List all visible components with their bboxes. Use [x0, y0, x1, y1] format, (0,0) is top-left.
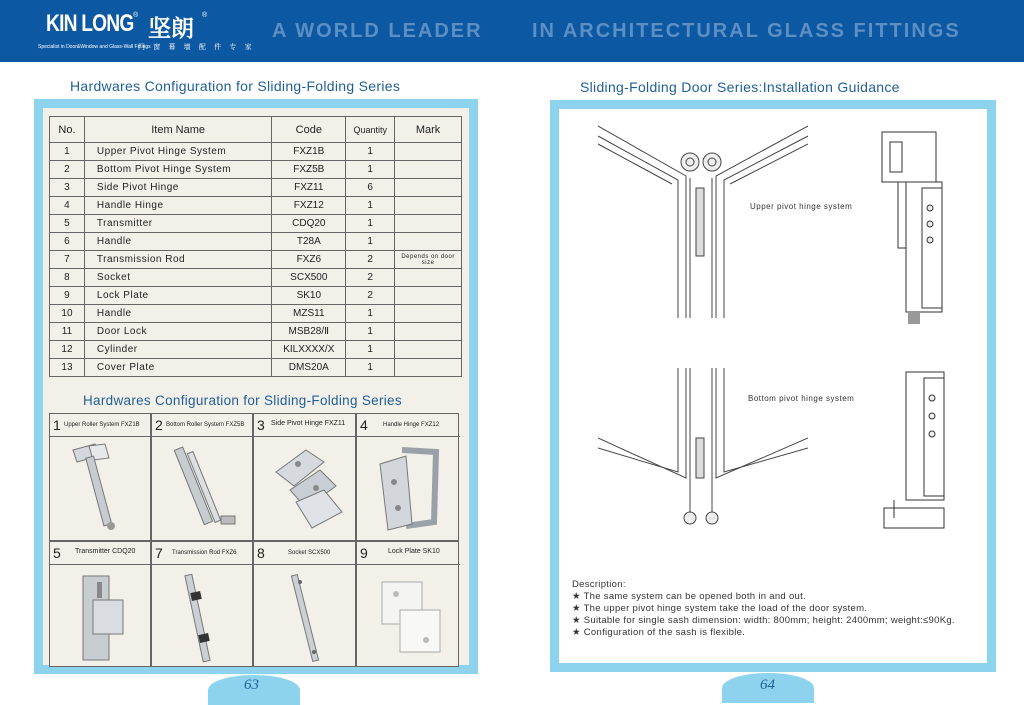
cell-code: MZS11: [272, 305, 346, 323]
table-row: [50, 215, 462, 233]
grid-cell: [151, 541, 253, 667]
cell-quantity: 1: [346, 323, 395, 341]
upper-roller-icon: [65, 442, 135, 537]
table-row: [50, 287, 462, 305]
cell-quantity: 6: [346, 179, 395, 197]
page-number-left: 63: [244, 677, 259, 693]
config-table: [49, 116, 462, 377]
grid-num: 3: [257, 417, 265, 433]
table-row: [50, 143, 462, 161]
cell-code: FXZ12: [272, 197, 346, 215]
grid-label: Transmitter CDQ20: [75, 548, 136, 555]
cell-quantity: 1: [346, 305, 395, 323]
bottom-pivot-section-diagram: [880, 368, 950, 538]
description-line: ★ Configuration of the sash is flexible.: [572, 627, 746, 638]
grid-label: Side Pivot Hinge FXZ11: [271, 420, 346, 427]
cell-code: FXZ6: [272, 251, 346, 269]
grid-num: 7: [155, 545, 163, 561]
grid-cell: [356, 413, 459, 541]
cell-item-name: Cylinder: [84, 341, 271, 359]
cell-item-name: Upper Pivot Hinge System: [84, 143, 271, 161]
grid-num: 2: [155, 417, 163, 433]
cell-code: MSB28/Ⅱ: [272, 323, 346, 341]
tagline-cn: 门 窗 幕 墙 配 件 专 家: [138, 43, 255, 51]
cell-mark: [395, 197, 462, 215]
transmission-rod-icon: [180, 572, 225, 664]
cell-quantity: 2: [346, 269, 395, 287]
cell-quantity: 1: [346, 233, 395, 251]
cell-item-name: Handle Hinge: [84, 197, 271, 215]
grid-num: 1: [53, 417, 61, 433]
grid-num: 9: [360, 545, 368, 561]
cell-item-name: Socket: [84, 269, 271, 287]
cell-mark: [395, 305, 462, 323]
grid-num: 5: [53, 545, 61, 561]
cell-item-name: Lock Plate: [84, 287, 271, 305]
cell-code: T28A: [272, 233, 346, 251]
cell-mark: [395, 161, 462, 179]
cell-item-name: Door Lock: [84, 323, 271, 341]
bottom-roller-icon: [167, 442, 242, 537]
table-row: [50, 233, 462, 251]
cell-item-name: Transmission Rod: [84, 251, 271, 269]
cell-no: 7: [50, 251, 85, 269]
cell-mark: [395, 269, 462, 287]
cell-item-name: Transmitter: [84, 215, 271, 233]
table-row: [50, 323, 462, 341]
cell-item-name: Handle: [84, 305, 271, 323]
upper-pivot-section-diagram: [878, 128, 948, 328]
grid-cell: [49, 541, 151, 667]
table-header-row: [50, 117, 462, 143]
col-no: No.: [50, 117, 85, 143]
handle-hinge-icon: [372, 442, 452, 537]
cell-mark: [395, 359, 462, 377]
cell-mark: [395, 215, 462, 233]
table-row: [50, 179, 462, 197]
cell-no: 3: [50, 179, 85, 197]
table-row: [50, 251, 462, 269]
grid-label: Handle Hinge FXZ12: [383, 422, 440, 428]
table-row: [50, 161, 462, 179]
cell-mark: [395, 143, 462, 161]
col-quantity: Quantity: [346, 117, 395, 143]
grid-cell: [49, 413, 151, 541]
side-pivot-hinge-icon: [266, 442, 351, 537]
table-row: [50, 341, 462, 359]
cell-code: CDQ20: [272, 215, 346, 233]
col-mark: Mark: [395, 117, 462, 143]
product-grid: [49, 413, 459, 667]
table-row: [50, 305, 462, 323]
cell-code: FXZ5B: [272, 161, 346, 179]
cell-code: FXZ1B: [272, 143, 346, 161]
lock-plate-icon: [372, 576, 452, 661]
description-line: ★ The upper pivot hinge system take the load of the door system.: [572, 603, 868, 614]
cell-no: 9: [50, 287, 85, 305]
cell-quantity: 1: [346, 197, 395, 215]
cell-quantity: 1: [346, 215, 395, 233]
cell-item-name: Side Pivot Hinge: [84, 179, 271, 197]
col-item-name: Item Name: [84, 117, 271, 143]
cell-no: 2: [50, 161, 85, 179]
cell-mark: [395, 323, 462, 341]
tagline: Specialist in Door&Window and Glass-Wall Fittings: [38, 44, 151, 50]
grid-cell: [151, 413, 253, 541]
cell-no: 1: [50, 143, 85, 161]
cell-mark: [395, 287, 462, 305]
left-page-subtitle: Hardwares Configuration for Sliding-Folding Series: [83, 393, 402, 408]
cell-code: KILXXXX/X: [272, 341, 346, 359]
col-code: Code: [272, 117, 346, 143]
cell-code: SK10: [272, 287, 346, 305]
cell-item-name: Bottom Pivot Hinge System: [84, 161, 271, 179]
cell-no: 11: [50, 323, 85, 341]
grid-label: Lock Plate SK10: [388, 548, 440, 555]
slogan-left: A WORLD LEADER: [272, 20, 483, 42]
cell-no: 6: [50, 233, 85, 251]
registered-mark-cn: ®: [202, 12, 208, 19]
cell-no: 12: [50, 341, 85, 359]
grid-num: 4: [360, 417, 368, 433]
cell-item-name: Handle: [84, 233, 271, 251]
table-row: [50, 269, 462, 287]
cell-quantity: 1: [346, 341, 395, 359]
bottom-pivot-label: Bottom pivot hinge system: [748, 394, 855, 403]
table-row: [50, 359, 462, 377]
grid-cell: [253, 541, 356, 667]
upper-pivot-hinge-diagram: [598, 118, 808, 318]
cell-quantity: 2: [346, 251, 395, 269]
left-page-title: Hardwares Configuration for Sliding-Folding Series: [70, 78, 401, 94]
cell-mark: [395, 233, 462, 251]
cell-mark: [395, 179, 462, 197]
page-number-right: 64: [760, 677, 775, 693]
description-line: ★ The same system can be opened both in and out.: [572, 591, 806, 602]
registered-mark: ®: [133, 12, 139, 19]
brand-logo: KIN LONG: [46, 10, 134, 37]
cell-mark: Depends on door size: [395, 251, 462, 269]
cell-code: SCX500: [272, 269, 346, 287]
grid-cell: [356, 541, 459, 667]
cell-code: DMS20A: [272, 359, 346, 377]
description-line: ★ Suitable for single sash dimension: width: 800mm; height: 2400mm; weight:≤90Kg.: [572, 615, 955, 626]
grid-label: Transmission Rod FXZ6: [172, 550, 237, 556]
cell-no: 5: [50, 215, 85, 233]
slogan-right: IN ARCHITECTURAL GLASS FITTINGS: [532, 20, 961, 42]
grid-label: Upper Roller System FXZ1B: [64, 422, 140, 428]
cell-no: 13: [50, 359, 85, 377]
description-title: Description:: [572, 579, 626, 590]
grid-num: 8: [257, 545, 265, 561]
transmitter-icon: [75, 572, 135, 664]
brand-logo-cn: 坚朗: [148, 16, 194, 42]
socket-icon: [284, 572, 329, 664]
cell-quantity: 1: [346, 359, 395, 377]
cell-no: 8: [50, 269, 85, 287]
cell-code: FXZ11: [272, 179, 346, 197]
cell-no: 4: [50, 197, 85, 215]
cell-quantity: 1: [346, 161, 395, 179]
table-row: [50, 197, 462, 215]
cell-quantity: 1: [346, 143, 395, 161]
cell-item-name: Cover Plate: [84, 359, 271, 377]
right-page-title: Sliding-Folding Door Series:Installation Guidance: [580, 79, 900, 95]
grid-label: Bottom Roller System FXZ5B: [166, 422, 245, 428]
cell-quantity: 2: [346, 287, 395, 305]
cell-mark: [395, 341, 462, 359]
upper-pivot-label: Upper pivot hinge system: [750, 202, 853, 211]
grid-cell: [253, 413, 356, 541]
cell-no: 10: [50, 305, 85, 323]
grid-label: Socket SCX500: [288, 550, 331, 556]
